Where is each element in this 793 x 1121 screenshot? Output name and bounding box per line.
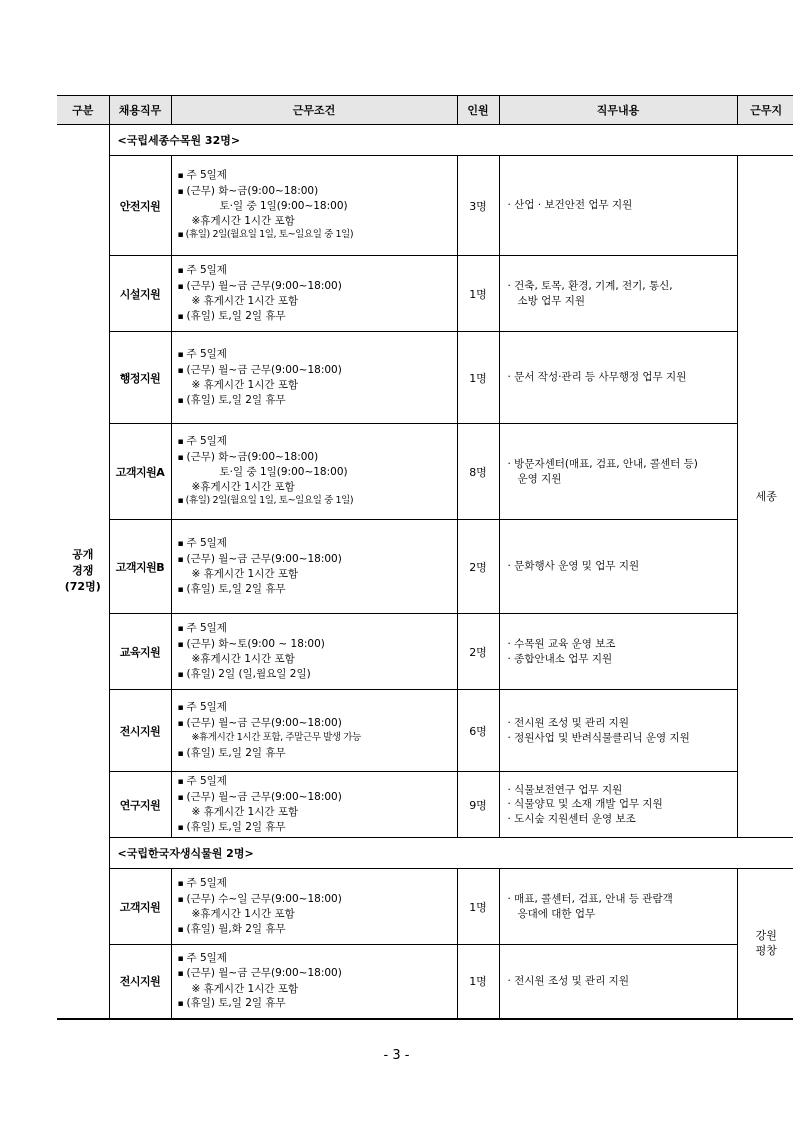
condition-line: ▪ (휴일) 토,일 2일 휴무 (178, 309, 453, 325)
job-title-cell: 연구지원 (109, 772, 171, 838)
work-conditions-cell (171, 945, 457, 1019)
condition-line: ※ 휴게시간 1시간 포함 (191, 982, 299, 995)
condition-line: ※휴게시간 1시간 포함 (191, 214, 295, 227)
headcount-cell: 1명 (457, 332, 499, 424)
condition-line: ※ 휴게시간 1시간 포함 (191, 379, 299, 391)
job-title-cell: 전시지원 (109, 690, 171, 772)
header-row (57, 96, 793, 125)
condition-line: ▪ (근무) 월~금 근무(9:00~18:00) (178, 279, 453, 295)
table-row (57, 945, 793, 1019)
job-title-cell: 행정지원 (109, 332, 171, 424)
header-location: 근무지 (737, 96, 793, 125)
duty-line: 소방 업무 지원 (517, 294, 586, 307)
duty-line: · 전시원 조성 및 관리 지원 (507, 975, 629, 987)
table-row (57, 690, 793, 772)
condition-line: ▪ (휴일) 토,일 2일 휴무 (178, 393, 453, 409)
condition-line: ▪ (휴일) 2일(월요일 1일, 토~일요일 중 1일) (178, 228, 453, 243)
duty-line: · 건축, 토목, 환경, 기계, 전기, 통신, (507, 280, 673, 292)
condition-line: ▪ (근무) 월~금 근무(9:00~18:00) (178, 363, 453, 379)
category-cell (57, 125, 109, 1019)
work-conditions-cell (171, 614, 457, 690)
location-line: 세종 (755, 490, 777, 503)
work-conditions-cell (171, 869, 457, 945)
duty-cell (499, 520, 737, 614)
condition-line: ▪ (근무) 화~금(9:00~18:00) (178, 450, 453, 466)
job-title-cell: 고객지원B (109, 520, 171, 614)
location-line: 강원 (755, 929, 777, 943)
header-count: 인원 (457, 96, 499, 125)
duty-cell (499, 772, 737, 838)
work-conditions-cell (171, 772, 457, 838)
duty-cell (499, 424, 737, 520)
duty-line: · 정원사업 및 반려식물클리닉 운영 지원 (507, 731, 690, 744)
job-title-cell: 고객지원 (109, 869, 171, 945)
work-conditions-cell (171, 424, 457, 520)
job-title-cell: 고객지원A (109, 424, 171, 520)
condition-line: ▪ 주 5일제 (178, 536, 453, 552)
duty-line: · 도시숲 지원센터 운영 보조 (507, 812, 636, 825)
duty-line: · 식물보전연구 업무 지원 (507, 783, 623, 796)
duty-line: · 식물양묘 및 소재 개발 업무 지원 (507, 798, 663, 811)
category-line: 경쟁 (72, 564, 94, 578)
condition-line: ▪ 주 5일제 (178, 951, 453, 967)
table-row (57, 424, 793, 520)
duty-cell (499, 256, 737, 332)
headcount-cell: 3명 (457, 156, 499, 256)
section-title-sejong: <국립세종수목원 32명> (109, 125, 793, 156)
headcount-cell: 2명 (457, 520, 499, 614)
condition-line: ※ 휴게시간 1시간 포함 (191, 295, 299, 307)
duty-cell (499, 869, 737, 945)
condition-line: ▪ (근무) 화~금(9:00~18:00) (178, 184, 453, 200)
work-conditions-cell (171, 690, 457, 772)
duty-line: · 문서 작성·관리 등 사무행정 업무 지원 (507, 371, 687, 384)
condition-line: ▪ 주 5일제 (178, 700, 453, 716)
duty-line: 응대에 대한 업무 (517, 907, 596, 920)
condition-line: ▪ 주 5일제 (178, 263, 453, 279)
condition-line: ※ 휴게시간 1시간 포함 (191, 568, 299, 580)
condition-line: ▪ (근무) 월~금 근무(9:00~18:00) (178, 966, 453, 982)
job-title-cell: 전시지원 (109, 945, 171, 1019)
table-row (57, 256, 793, 332)
condition-line: ※휴게시간 1시간 포함, 주말근무 발생 가능 (191, 732, 361, 743)
table-body (57, 125, 793, 1019)
condition-line: ▪ (근무) 화~토(9:00 ~ 18:00) (178, 637, 453, 653)
condition-line: ▪ 주 5일제 (178, 774, 453, 790)
work-conditions-cell (171, 256, 457, 332)
condition-line: ▪ 주 5일제 (178, 434, 453, 450)
duty-cell (499, 332, 737, 424)
duty-line: · 문화행사 운영 및 업무 지원 (507, 560, 640, 573)
table-row (57, 869, 793, 945)
duty-line: · 매표, 콜센터, 검표, 안내 등 관람객 (507, 893, 673, 905)
page-number: - 3 - (383, 1048, 410, 1063)
condition-line: ▪ (휴일) 토,일 2일 휴무 (178, 820, 453, 836)
condition-line: ▪ (휴일) 2일 (일,월요일 2일) (178, 667, 453, 683)
work-conditions-cell (171, 332, 457, 424)
condition-line: ※ 휴게시간 1시간 포함 (191, 806, 299, 818)
headcount-cell: 8명 (457, 424, 499, 520)
condition-line: ▪ 주 5일제 (178, 168, 453, 184)
location-line: 평창 (755, 944, 777, 958)
work-conditions-cell (171, 520, 457, 614)
work-conditions-cell (171, 156, 457, 256)
headcount-cell: 9명 (457, 772, 499, 838)
category-line: 공개 (72, 548, 94, 562)
duty-line: · 방문자센터(매표, 검표, 안내, 콜센터 등) (507, 458, 698, 470)
table-row (57, 772, 793, 838)
header-conditions: 근무조건 (171, 96, 457, 125)
condition-line: ▪ (휴일) 토,일 2일 휴무 (178, 996, 453, 1012)
table-row (57, 614, 793, 690)
duty-cell (499, 945, 737, 1019)
headcount-cell: 1명 (457, 869, 499, 945)
condition-line: ▪ 주 5일제 (178, 347, 453, 363)
duty-cell (499, 614, 737, 690)
condition-line: ▪ 주 5일제 (178, 621, 453, 637)
job-title-cell: 시설지원 (109, 256, 171, 332)
duty-line: · 종합안내소 업무 지원 (507, 652, 613, 665)
location-cell-pyeongchang (737, 869, 793, 1019)
headcount-cell: 1명 (457, 945, 499, 1019)
table-row (57, 156, 793, 256)
category-line: (72명) (64, 580, 101, 594)
headcount-cell: 2명 (457, 614, 499, 690)
duty-line: · 전시원 조성 및 관리 지원 (507, 717, 629, 729)
condition-line: ▪ (근무) 월~금 근무(9:00~18:00) (178, 552, 453, 568)
table-row (57, 332, 793, 424)
job-title-cell: 교육지원 (109, 614, 171, 690)
duty-line: 운영 지원 (517, 472, 562, 485)
section-title-native: <국립한국자생식물원 2명> (109, 838, 793, 869)
duty-line: · 산업 · 보건안전 업무 지원 (507, 199, 633, 212)
condition-line: 토·일 중 1일(9:00~18:00) (219, 200, 348, 213)
section-row (57, 838, 793, 869)
condition-line: ※휴게시간 1시간 포함 (191, 653, 295, 665)
condition-line: ▪ (휴일) 월,화 2일 휴무 (178, 922, 453, 938)
condition-line: ▪ (휴일) 토,일 2일 휴무 (178, 582, 453, 598)
job-title-cell: 안전지원 (109, 156, 171, 256)
duty-cell (499, 690, 737, 772)
condition-line: ※휴게시간 1시간 포함 (191, 908, 295, 920)
table-row (57, 520, 793, 614)
header-category: 구분 (57, 96, 109, 125)
condition-line: ▪ (근무) 월~금 근무(9:00~18:00) (178, 716, 453, 732)
headcount-cell: 1명 (457, 256, 499, 332)
condition-line: ▪ (근무) 수~일 근무(9:00~18:00) (178, 892, 453, 908)
recruitment-table (57, 95, 793, 1020)
header-job: 채용직무 (109, 96, 171, 125)
condition-line: ▪ (휴일) 2일(월요일 1일, 토~일요일 중 1일) (178, 494, 453, 509)
headcount-cell: 6명 (457, 690, 499, 772)
condition-line: ▪ (근무) 월~금 근무(9:00~18:00) (178, 790, 453, 806)
condition-line: ※휴게시간 1시간 포함 (191, 480, 295, 493)
header-duty: 직무내용 (499, 96, 737, 125)
condition-line: ▪ 주 5일제 (178, 876, 453, 892)
location-cell-sejong (737, 156, 793, 838)
duty-line: · 수목원 교육 운영 보조 (507, 638, 616, 650)
duty-cell (499, 156, 737, 256)
condition-line: 토·일 중 1일(9:00~18:00) (219, 466, 348, 479)
condition-line: ▪ (휴일) 토,일 2일 휴무 (178, 746, 453, 762)
